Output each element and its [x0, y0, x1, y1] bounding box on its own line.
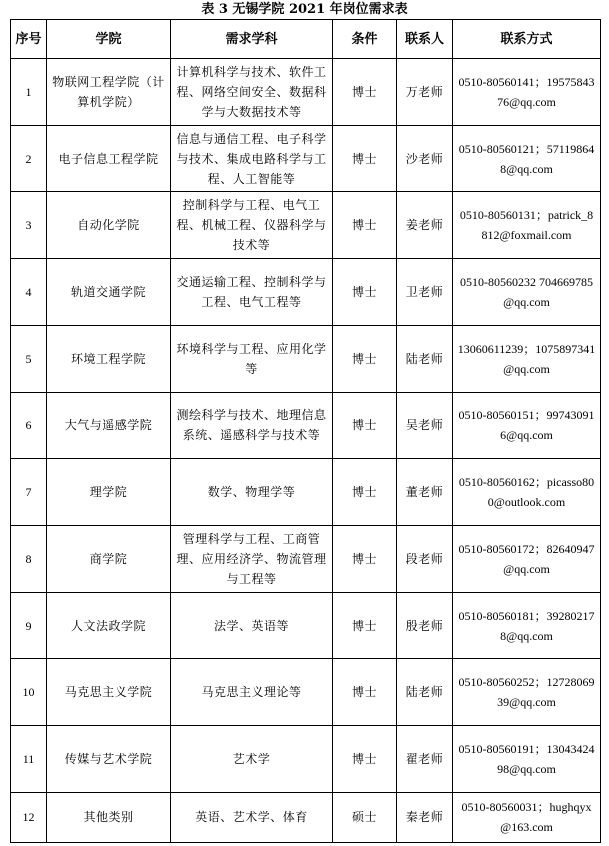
row-disciplines: 马克思主义理论等: [171, 659, 333, 726]
table-row: [11, 192, 601, 259]
row-contact-method: 0510-80560172；82640947@qq.com: [453, 526, 601, 593]
table-row: [11, 526, 601, 593]
row-college: 传媒与艺术学院: [47, 726, 171, 793]
row-college: 电子信息工程学院: [47, 125, 171, 192]
row-index: 5: [11, 325, 47, 392]
row-disciplines: 英语、艺术学、体育: [171, 792, 333, 842]
row-contact-person: 秦老师: [397, 792, 453, 842]
row-disciplines: 环境科学与工程、应用化学等: [171, 325, 333, 392]
row-contact-person: 吴老师: [397, 392, 453, 459]
table-row: [11, 726, 601, 793]
row-college: 商学院: [47, 526, 171, 593]
row-contact-method: 0510-80560162；picasso800@outlook.com: [453, 459, 601, 526]
row-disciplines: 控制科学与工程、电气工程、机械工程、仪器科学与技术等: [171, 192, 333, 259]
row-contact-person: 殷老师: [397, 592, 453, 659]
row-index: 4: [11, 259, 47, 326]
row-college: 物联网工程学院（计算机学院）: [47, 59, 171, 126]
row-contact-person: 陆老师: [397, 325, 453, 392]
row-disciplines: 信息与通信工程、电子科学与技术、集成电路科学与工程、人工智能等: [171, 125, 333, 192]
row-contact-method: 0510-80560031；hughqyx@163.com: [453, 792, 601, 842]
position-demand-table: [10, 19, 601, 843]
table-row: [11, 125, 601, 192]
row-condition: 博士: [333, 125, 397, 192]
header-college: 学院: [47, 20, 171, 59]
table-row: [11, 659, 601, 726]
row-contact-person: 沙老师: [397, 125, 453, 192]
header-contact-method: 联系方式: [453, 20, 601, 59]
row-index: 9: [11, 592, 47, 659]
table-row: [11, 325, 601, 392]
table-row: [11, 259, 601, 326]
table-row: [11, 59, 601, 126]
row-condition: 博士: [333, 526, 397, 593]
row-index: 12: [11, 792, 47, 842]
row-contact-method: 0510-80560151；997430916@qq.com: [453, 392, 601, 459]
row-disciplines: 管理科学与工程、工商管理、应用经济学、物流管理与工程等: [171, 526, 333, 593]
row-condition: 博士: [333, 459, 397, 526]
row-condition: 博士: [333, 726, 397, 793]
row-contact-method: 0510-80560252；1272806939@qq.com: [453, 659, 601, 726]
row-contact-person: 董老师: [397, 459, 453, 526]
row-college: 轨道交通学院: [47, 259, 171, 326]
row-disciplines: 艺术学: [171, 726, 333, 793]
table-row: [11, 392, 601, 459]
row-college: 自动化学院: [47, 192, 171, 259]
row-contact-method: 0510-80560141；1957584376@qq.com: [453, 59, 601, 126]
row-condition: 博士: [333, 259, 397, 326]
row-index: 6: [11, 392, 47, 459]
row-disciplines: 数学、物理学等: [171, 459, 333, 526]
table-header-row: [11, 20, 601, 59]
row-index: 8: [11, 526, 47, 593]
row-index: 11: [11, 726, 47, 793]
row-contact-method: 0510-80560191；1304342498@qq.com: [453, 726, 601, 793]
row-contact-method: 13060611239；1075897341@qq.com: [453, 325, 601, 392]
row-index: 3: [11, 192, 47, 259]
row-contact-person: 翟老师: [397, 726, 453, 793]
row-index: 7: [11, 459, 47, 526]
row-disciplines: 计算机科学与技术、软件工程、网络空间安全、数据科学与大数据技术等: [171, 59, 333, 126]
row-index: 1: [11, 59, 47, 126]
header-condition: 条件: [333, 20, 397, 59]
row-college: 马克思主义学院: [47, 659, 171, 726]
row-contact-method: 0510-80560181；392802178@qq.com: [453, 592, 601, 659]
row-contact-method: 0510-80560131；patrick_8812@foxmail.com: [453, 192, 601, 259]
row-contact-method: 0510-80560121；571198648@qq.com: [453, 125, 601, 192]
row-condition: 博士: [333, 592, 397, 659]
table-row: [11, 592, 601, 659]
row-condition: 博士: [333, 192, 397, 259]
row-condition: 硕士: [333, 792, 397, 842]
row-contact-person: 段老师: [397, 526, 453, 593]
row-contact-person: 陆老师: [397, 659, 453, 726]
row-condition: 博士: [333, 659, 397, 726]
row-college: 人文法政学院: [47, 592, 171, 659]
row-condition: 博士: [333, 325, 397, 392]
row-contact-person: 万老师: [397, 59, 453, 126]
row-condition: 博士: [333, 59, 397, 126]
row-college: 大气与遥感学院: [47, 392, 171, 459]
table-row: [11, 792, 601, 842]
row-college: 理学院: [47, 459, 171, 526]
row-contact-method: 0510-80560232 704669785@qq.com: [453, 259, 601, 326]
header-contact-person: 联系人: [397, 20, 453, 59]
header-index: 序号: [11, 20, 47, 59]
row-contact-person: 卫老师: [397, 259, 453, 326]
header-disciplines: 需求学科: [171, 20, 333, 59]
row-disciplines: 测绘科学与技术、地理信息系统、遥感科学与技术等: [171, 392, 333, 459]
row-index: 2: [11, 125, 47, 192]
table-title: 表 3 无锡学院 2021 年岗位需求表: [201, 2, 408, 17]
row-index: 10: [11, 659, 47, 726]
row-contact-person: 姜老师: [397, 192, 453, 259]
table-row: [11, 459, 601, 526]
row-college: 环境工程学院: [47, 325, 171, 392]
row-disciplines: 交通运输工程、控制科学与工程、电气工程等: [171, 259, 333, 326]
row-college: 其他类别: [47, 792, 171, 842]
row-condition: 博士: [333, 392, 397, 459]
row-disciplines: 法学、英语等: [171, 592, 333, 659]
